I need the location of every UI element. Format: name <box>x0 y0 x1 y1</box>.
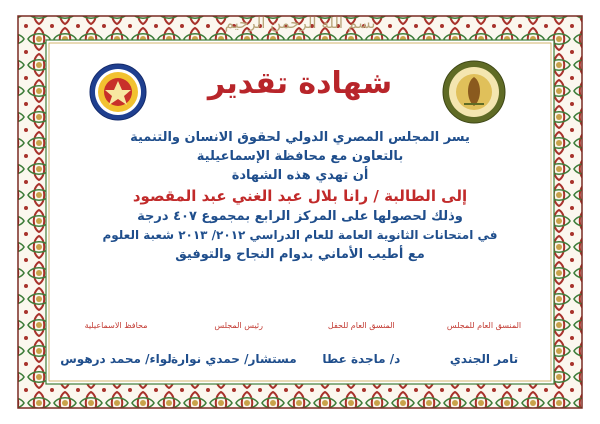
body-line-exam: في امتحانات الثانوية العامة للعام الدراسي ٢٠١٢/ ٢٠١٣ شعبة العلوم <box>102 228 498 242</box>
recipient-name: إلى الطالبة / رانا بلال عبد الغني عبد المقصود <box>132 187 468 205</box>
signature-block <box>303 320 419 366</box>
body-line-presents: أن تهدي هذه الشهادة <box>231 168 369 183</box>
signature-name: لواء/ محمد درهوس <box>60 352 172 366</box>
signature-title: المنسق العام للمجلس <box>446 321 522 330</box>
signature-title: المنسق العام للحفل <box>327 321 395 330</box>
body-line-wishes: مع أطيب الأماني بدوام النجاح والتوفيق <box>175 247 425 262</box>
body-line-sponsor: يسر المجلس المصري الدولي لحقوق الانسان والتنمية <box>130 130 470 145</box>
signature-block <box>171 320 297 366</box>
left-emblem-seal-icon <box>89 63 147 121</box>
signature-row <box>58 320 542 366</box>
signature-name: د/ ماجدة عطا <box>322 352 401 366</box>
signature-block <box>58 320 174 366</box>
right-emblem-seal-icon <box>442 60 506 124</box>
signature-name: مستشار/ حمدي نوارة <box>171 352 297 366</box>
signature-title: رئيس المجلس <box>214 321 263 330</box>
signature-block <box>426 320 542 366</box>
certificate-body <box>60 128 540 264</box>
body-line-achievement: وذلك لحصولها على المركز الرابع بمجموع ٤٠٧ درجة <box>137 209 463 224</box>
signature-title: محافظ الاسماعيلية <box>84 321 148 330</box>
certificate-title: شهادة تقدير <box>207 66 393 101</box>
signature-name: تامر الجندي <box>449 352 519 366</box>
body-line-partner: بالتعاون مع محافظة الإسماعيلية <box>196 149 404 164</box>
basmala-heading: بسم الله الرحمن الرحيم <box>224 14 376 32</box>
